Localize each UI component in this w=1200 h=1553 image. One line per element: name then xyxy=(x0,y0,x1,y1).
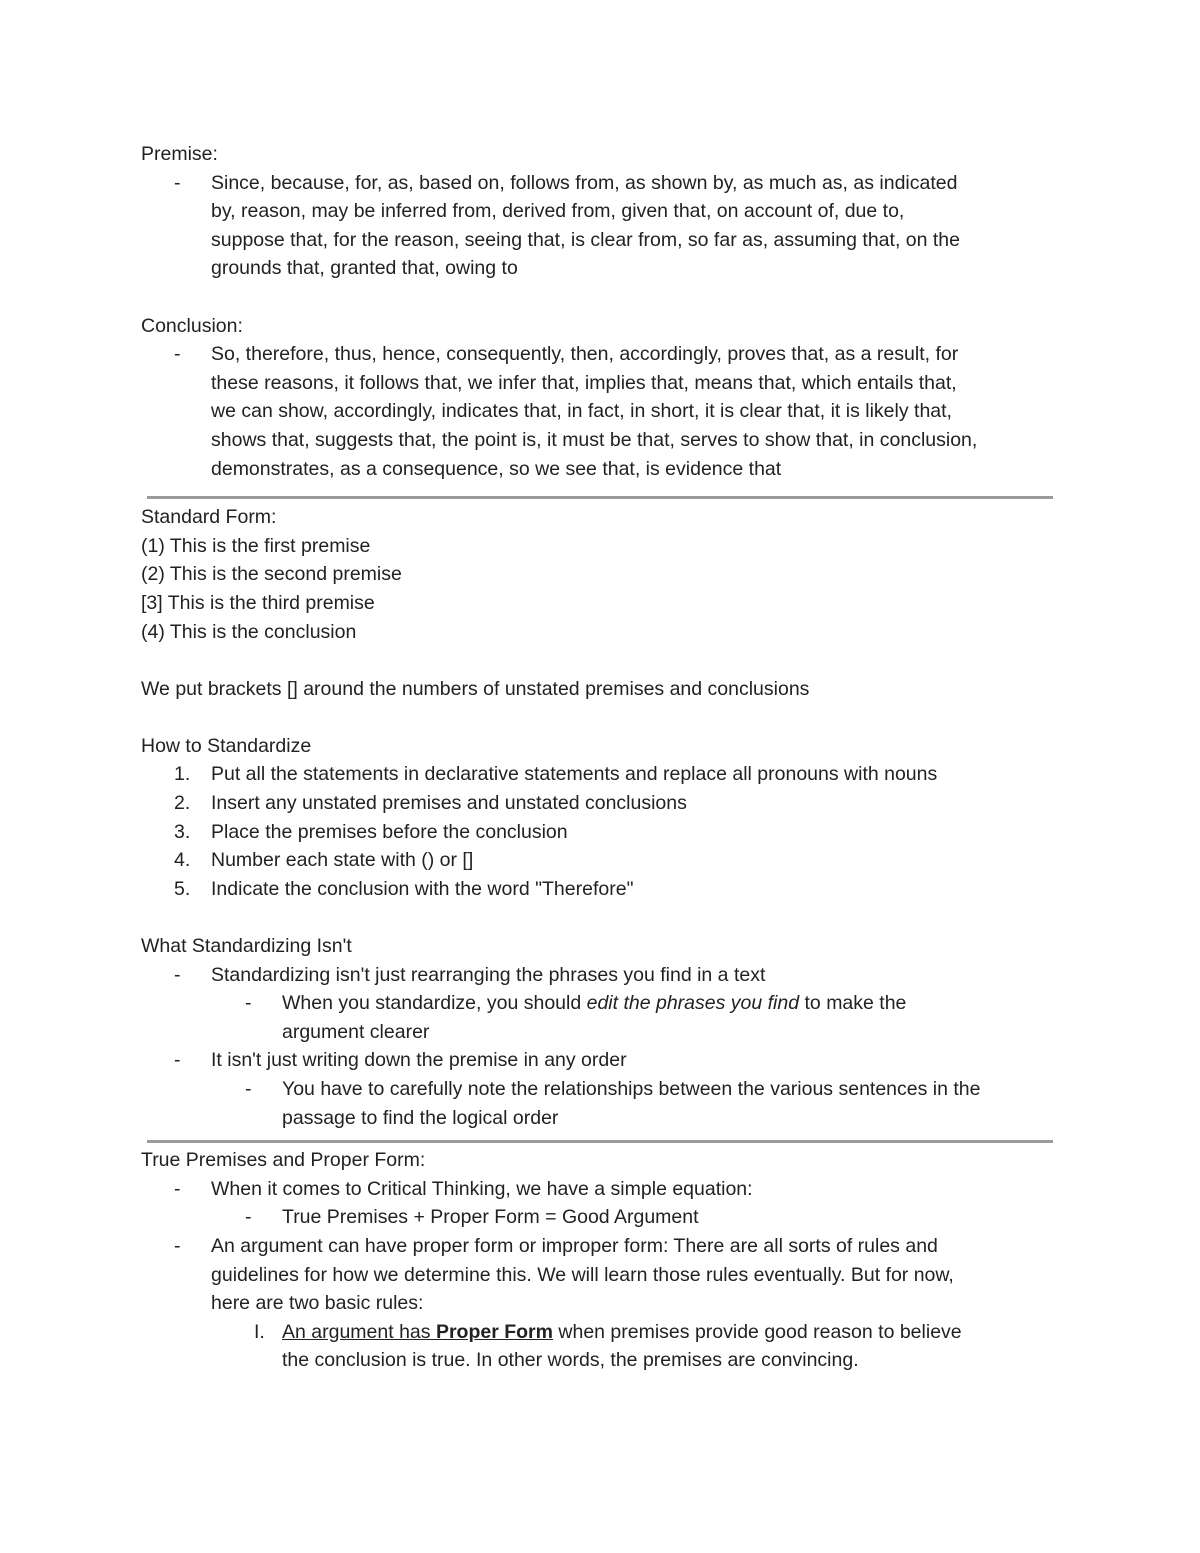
text-run: passage to find the logical order xyxy=(282,1106,559,1129)
roman-numeral: I. xyxy=(254,1320,265,1343)
step-text: Put all the statements in declarative statements and replace all pronouns with nouns xyxy=(211,763,938,786)
conclusion-heading: Conclusion: xyxy=(141,314,243,337)
roman-numbered-item xyxy=(141,1318,1061,1375)
standard-form-heading: Standard Form: xyxy=(141,506,277,529)
conclusion-bullet-item xyxy=(141,340,1061,483)
step-number: 4. xyxy=(174,849,191,872)
bullet-dash: - xyxy=(174,1177,181,1200)
sub-bullet-text xyxy=(282,989,1061,1046)
numbered-step xyxy=(141,846,1061,875)
bullet-dash: - xyxy=(174,343,181,366)
bold-term: Proper Form xyxy=(435,1320,553,1343)
isnt-heading: What Standardizing Isn't xyxy=(141,935,352,958)
how-to-heading: How to Standardize xyxy=(141,734,312,757)
text-run: when premises provide good reason to believe xyxy=(552,1320,962,1343)
bullet-item xyxy=(141,1175,1061,1204)
step-number: 5. xyxy=(174,877,191,900)
text-run: guidelines for how we determine this. We will learn those rules eventually. But for now, xyxy=(211,1263,954,1286)
text-run: An argument can have proper form or improper form: There are all sorts of rules and xyxy=(211,1234,938,1257)
bullet-dash: - xyxy=(174,171,181,194)
premise-line: suppose that, for the reason, seeing that, is clear from, so far as, assuming that, on the xyxy=(211,228,960,251)
numbered-step xyxy=(141,875,1061,904)
brackets-note: We put brackets [] around the numbers of unstated premises and conclusions xyxy=(141,677,810,700)
text-run: argument clearer xyxy=(282,1020,430,1043)
conclusion-line: shows that, suggests that, the point is, it must be that, serves to show that, in conclusion, xyxy=(211,428,978,451)
document-page xyxy=(141,140,1061,1375)
sub-bullet-item xyxy=(141,1203,1061,1232)
premise-heading: Premise: xyxy=(141,143,218,165)
numbered-step xyxy=(141,789,1061,818)
sub-bullet-item xyxy=(141,989,1061,1046)
text-run: When you standardize, you should xyxy=(282,992,587,1015)
conclusion-line: So, therefore, thus, hence, consequently, then, accordingly, proves that, as a result, for xyxy=(211,343,959,366)
bullet-dash: - xyxy=(245,1206,252,1229)
bullet-dash: - xyxy=(174,1234,181,1257)
bullet-dash: - xyxy=(174,1049,181,1072)
bullet-item xyxy=(141,1046,1061,1075)
standard-form-line: [3] This is the third premise xyxy=(141,591,375,614)
bullet-text xyxy=(211,1232,1061,1318)
bullet-text: It isn't just writing down the premise in any order xyxy=(211,1049,627,1072)
premise-bullet-item xyxy=(141,169,1061,283)
text-run: to make the xyxy=(799,992,907,1015)
conclusion-line: demonstrates, as a consequence, so we see that, is evidence that xyxy=(211,457,782,480)
sub-bullet-text xyxy=(282,1075,1061,1132)
text-run: here are two basic rules: xyxy=(211,1292,424,1315)
true-premises-heading: True Premises and Proper Form: xyxy=(141,1149,426,1172)
text-run: the conclusion is true. In other words, the premises are convincing. xyxy=(282,1349,859,1372)
step-text: Insert any unstated premises and unstated conclusions xyxy=(211,792,687,815)
underlined-text: An argument has xyxy=(282,1320,436,1343)
step-number: 1. xyxy=(174,763,191,786)
horizontal-rule xyxy=(147,496,1053,499)
conclusion-line: these reasons, it follows that, we infer that, implies that, means that, which entails that, xyxy=(211,371,957,394)
standard-form-line: (1) This is the first premise xyxy=(141,534,371,557)
bullet-text: Standardizing isn't just rearranging the phrases you find in a text xyxy=(211,963,766,986)
premise-line: by, reason, may be inferred from, derived from, given that, on account of, due to, xyxy=(211,200,905,223)
conclusion-keywords xyxy=(211,340,1061,483)
numbered-step xyxy=(141,760,1061,789)
bullet-dash: - xyxy=(174,963,181,986)
text-run: You have to carefully note the relationships between the various sentences in the xyxy=(282,1078,981,1100)
standard-form-line: (4) This is the conclusion xyxy=(141,620,357,643)
numbered-step xyxy=(141,818,1061,847)
horizontal-rule xyxy=(147,1140,1053,1143)
bullet-dash: - xyxy=(245,992,252,1015)
bullet-text: When it comes to Critical Thinking, we have a simple equation: xyxy=(211,1177,753,1200)
premise-line: grounds that, granted that, owing to xyxy=(211,257,518,280)
standard-form-line: (2) This is the second premise xyxy=(141,563,402,586)
conclusion-line: we can show, accordingly, indicates that, in fact, in short, it is clear that, it is likely that, xyxy=(211,400,952,423)
bullet-item xyxy=(141,1232,1061,1318)
italic-text: edit the phrases you find xyxy=(586,992,800,1015)
bullet-item xyxy=(141,961,1061,990)
step-number: 3. xyxy=(174,820,191,843)
sub-bullet-item xyxy=(141,1075,1061,1132)
rule-text xyxy=(282,1318,1061,1375)
step-number: 2. xyxy=(174,792,191,815)
step-text: Number each state with () or [] xyxy=(211,849,474,872)
step-text: Indicate the conclusion with the word "Therefore" xyxy=(211,877,634,900)
bullet-dash: - xyxy=(245,1078,252,1100)
premise-keywords xyxy=(211,169,1061,283)
step-text: Place the premises before the conclusion xyxy=(211,820,568,843)
equation-text: True Premises + Proper Form = Good Argument xyxy=(282,1206,699,1229)
premise-line: Since, because, for, as, based on, follows from, as shown by, as much as, as indicated xyxy=(211,171,958,194)
